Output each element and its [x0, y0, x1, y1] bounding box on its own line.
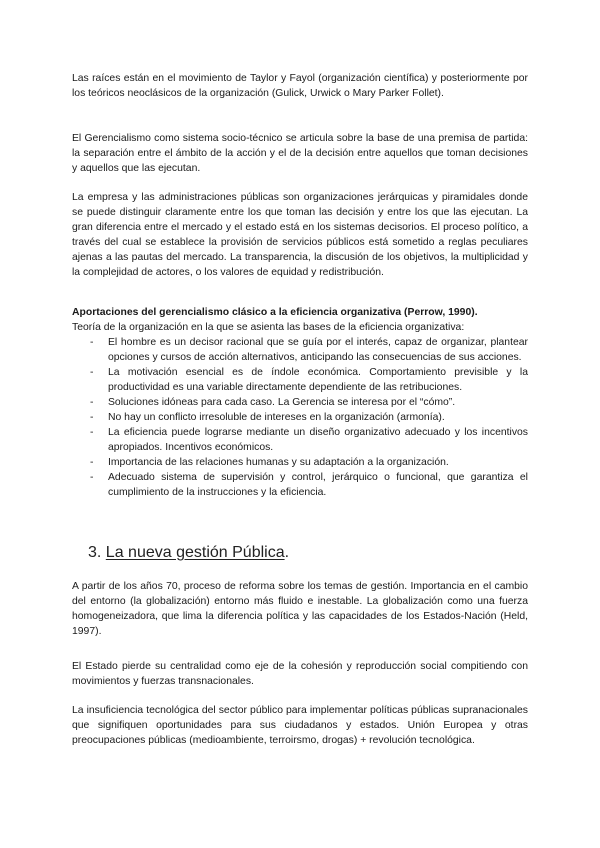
paragraph-reforma: A partir de los años 70, proceso de reforma sobre los temas de gestión. Importancia en el cambio del entorno (la globalización) entorno más fluido e inestable. La globalización como una fuerza homogeneizadora, que lima la diferencia política y las capacidades de los Estados-Nación (Held, 1997).: [72, 581, 528, 637]
aportaciones-intro: Teoría de la organización en la que se asienta las bases de la eficiencia organizativa:: [72, 322, 465, 333]
section-heading: [88, 542, 289, 564]
section-title-text: La nueva gestión Pública: [105, 544, 285, 561]
aportaciones-list: [72, 335, 528, 500]
paragraph-estado: El Estado pierde su centralidad como eje de la cohesión y reproducción social compitiendo con movimientos y fuerzas transnacionales.: [72, 661, 528, 687]
section-title-period: .: [284, 544, 290, 561]
list-item: - Soluciones idóneas para cada caso. La Gerencia se interesa por el “cómo”.: [72, 395, 528, 410]
list-item: - No hay un conflicto irresoluble de intereses en la organización (armonía).: [72, 410, 528, 425]
list-item: - La motivación esencial es de índole económica. Comportamiento previsible y la productividad es una variable directamente dependiente de las retribuciones.: [72, 365, 528, 395]
list-item: - Adecuado sistema de supervisión y control, jerárquico o funcional, que garantiza el cumplimiento de la instrucciones y la eficiencia.: [72, 470, 528, 500]
list-item: - El hombre es un decisor racional que se guía por el interés, capaz de organizar, plantear opciones y cursos de acción alternativos, anticipando las consecuencias de sus acciones.: [72, 335, 528, 365]
section-number: 3.: [88, 544, 102, 561]
paragraph-organizaciones: La empresa y las administraciones públicas son organizaciones jerárquicas y piramidales donde se puede distinguir claramente entre los que toman las decisión y entre los que las ejecutan. La gran diferencia entre el mercado y el estado está en los sistemas decisorios. El proceso político, a través del cual se establece la provisión de servicios públicos está sometido a reglas peculiares ajenas a las pautas del mercado. La transparencia, la discusión de los objetivos, la multiplicidad y la complejidad de actores, o los valores de equidad y redistribución.: [72, 192, 528, 278]
paragraph-gerencialismo: El Gerencialismo como sistema socio-técnico se articula sobre la base de una premisa de partida: la separación entre el ámbito de la acción y el de la decisión entre aquellos que toman decisiones y aquellos que las ejecutan.: [72, 133, 528, 174]
paragraph-origins: Las raíces están en el movimiento de Taylor y Fayol (organización científica) y posteriormente por los teóricos neoclásicos de la organización (Gulick, Urwick o Mary Parker Follet).: [72, 73, 528, 99]
paragraph-insuficiencia: La insuficiencia tecnológica del sector público para implementar políticas públicas supranacionales que signifiquen oportunidades para sus ciudadanos y estados. Unión Europea y otras preocupaciones públicas (medioambiente, terroirsmo, drogas) + revolución tecnológica.: [72, 705, 528, 746]
list-item: - Importancia de las relaciones humanas y su adaptación a la organización.: [72, 455, 528, 470]
aportaciones-block: [72, 305, 528, 335]
aportaciones-heading: Aportaciones del gerencialismo clásico a la eficiencia organizativa (Perrow, 1990).: [72, 307, 478, 318]
list-item: - La eficiencia puede lograrse mediante un diseño organizativo adecuado y los incentivos apropiados. Incentivos económicos.: [72, 425, 528, 455]
